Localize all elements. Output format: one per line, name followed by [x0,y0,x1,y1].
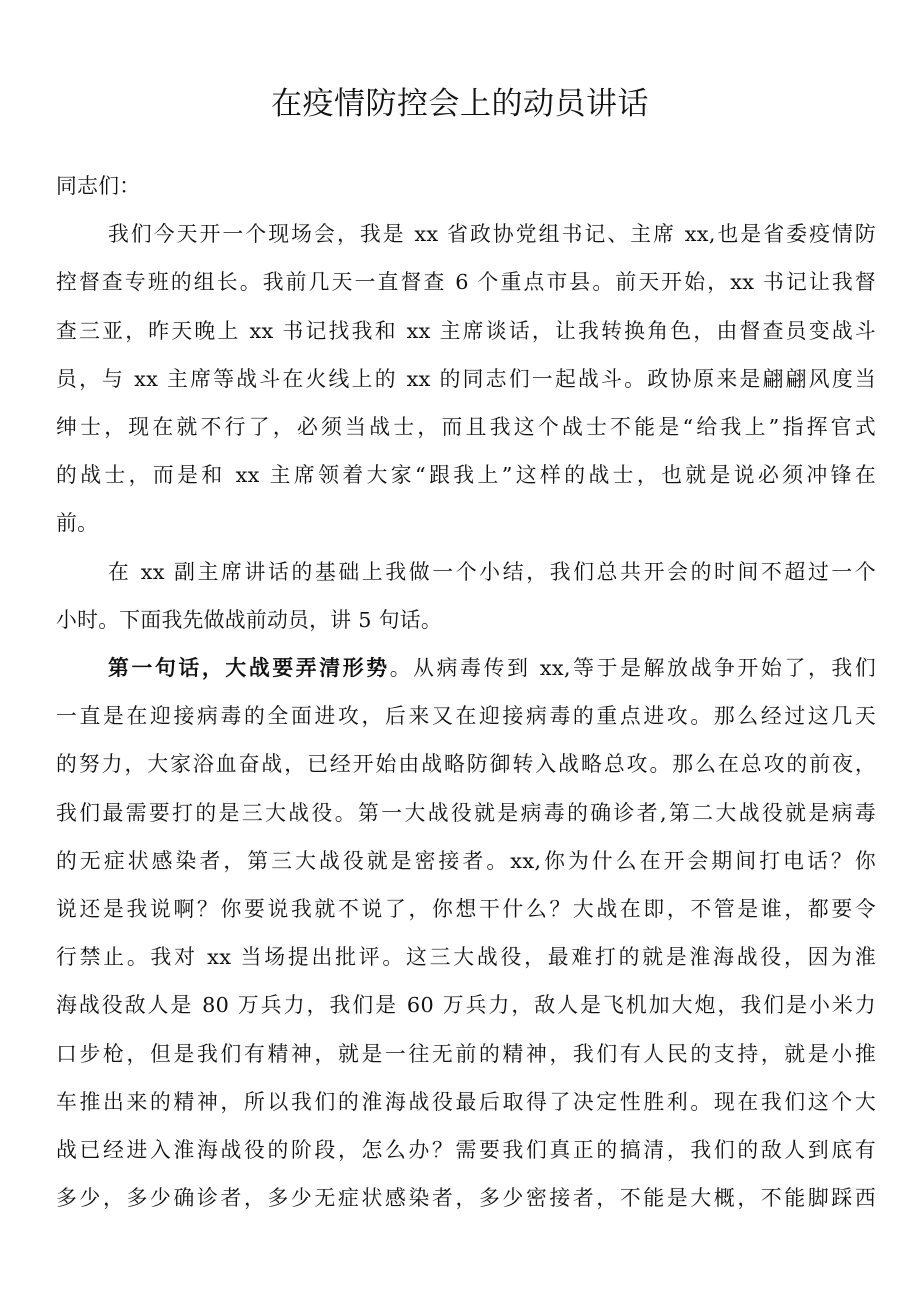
paragraph-line: 海战役敌人是 80 万兵力，我们是 60 万兵力，敌人是飞机加大炮，我们是小米力 [56,993,876,1018]
paragraph-line: 的无症状感染者，第三大战役就是密接者。xx,你为什么在开会期间打电话？你 [56,848,876,873]
paragraph-line: 说还是我说啊？你要说我就不说了，你想干什么？大战在即，不管是谁，都要令 [56,897,876,922]
paragraph-line: 一直是在迎接病毒的全面进攻，后来又在迎接病毒的重点进攻。那么经过这几天 [56,704,876,729]
page-title: 在疫情防控会上的动员讲话 [271,86,649,122]
paragraph-line: 的努力，大家浴血奋战，已经开始由战略防御转入战略总攻。那么在总攻的前夜， [56,752,876,777]
paragraph-line: 员，与 xx 主席等战斗在火线上的 xx 的同志们一起战斗。政协原来是翩翩风度当 [56,366,876,391]
paragraph-line: 我们今天开一个现场会，我是 xx 省政协党组书记、主席 xx,也是省委疫情防 [108,222,876,247]
paragraph-2 [56,548,876,644]
paragraph-line-text: 。从病毒传到 xx,等于是解放战争开始了，我们 [389,656,876,681]
paragraph-line: 口步枪，但是我们有精神，就是一往无前的精神，我们有人民的支持，就是小推 [56,1041,876,1066]
paragraph-line: 控督查专班的组长。我前几天一直督查 6 个重点市县。前天开始，xx 书记让我督 [56,270,876,295]
paragraph-line: 小时。下面我先做战前动员，讲 5 句话。 [56,607,442,632]
paragraph-lead-heading: 第一句话，大战要弄清形势 [108,655,390,681]
paragraph-line: 前。 [56,511,99,536]
paragraph-1 [56,210,876,547]
paragraph-line: 行禁止。我对 xx 当场提出批评。这三大战役，最难打的就是淮海战役，因为淮 [56,945,876,970]
paragraph-3 [56,644,876,1222]
paragraph-line: 的战士，而是和 xx 主席领着大家“跟我上”这样的战士，也就是说必须冲锋在 [56,463,876,488]
speech-body [56,162,876,1222]
paragraph-line: 查三亚，昨天晚上 xx 书记找我和 xx 主席谈话，让我转换角色，由督查员变战斗 [56,318,876,343]
paragraph-line: 战已经进入淮海战役的阶段，怎么办？需要我们真正的搞清，我们的敌人到底有 [56,1138,876,1163]
paragraph-line: 多少，多少确诊者，多少无症状感染者，多少密接者，不能是大概，不能脚踩西 [56,1186,876,1211]
paragraph-line: 在 xx 副主席讲话的基础上我做一个小结，我们总共开会的时间不超过一个 [108,559,876,584]
salutation: 同志们： [56,174,141,198]
paragraph-line: 绅士，现在就不行了，必须当战士，而且我这个战士不能是“给我上”指挥官式 [56,415,876,440]
paragraph-line [56,644,876,692]
paragraph-line: 车推出来的精神，所以我们的淮海战役最后取得了决定性胜利。现在我们这个大 [56,1089,876,1114]
paragraph-line: 我们最需要打的是三大战役。第一大战役就是病毒的确诊者,第二大战役就是病毒 [56,800,876,825]
